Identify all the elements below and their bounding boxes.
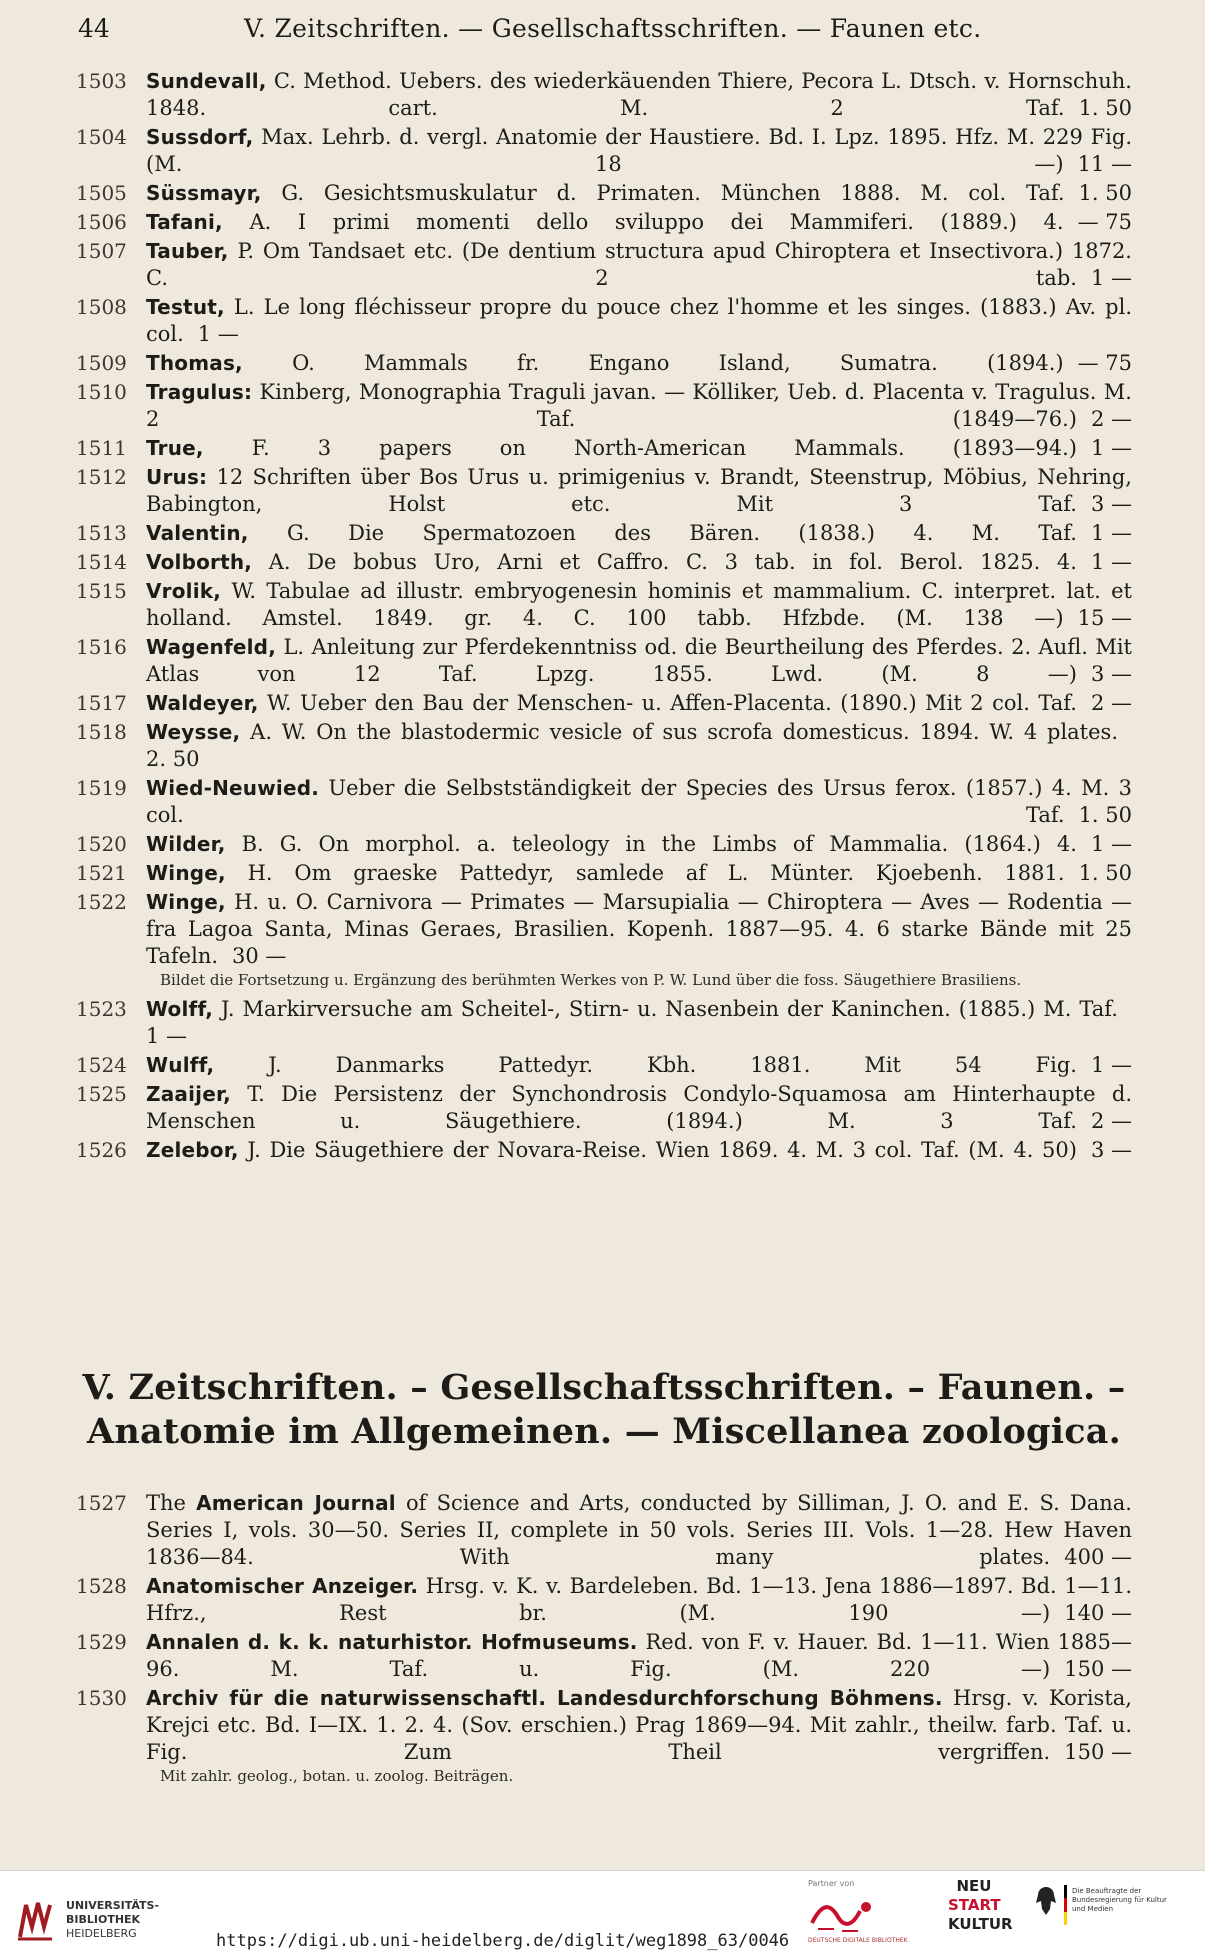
entry-description: W. Tabulae ad illustr. embryogenesin hominis et mammalium. C. interpret. lat. et holland. Amstel. 1849. gr. 4. C. 100 tabb. Hfzbde. (M. 138 —) [146, 579, 1132, 630]
catalogue-entry [76, 889, 1132, 994]
entry-author: Sussdorf, [146, 125, 254, 149]
catalogue-entry [76, 350, 1132, 377]
entry-price: 3 — [1090, 492, 1132, 516]
entry-number: 1508 [76, 295, 127, 319]
entry-note: Mit zahlr. geolog., botan. u. zoolog. Beiträgen. [160, 1767, 514, 1785]
entry-number: 1520 [76, 832, 127, 856]
entry-text [146, 238, 1132, 292]
catalogue-entry [76, 634, 1132, 688]
entry-author: Volborth, [146, 550, 253, 574]
section-heading: V. Zeitschriften. – Gesellschaftsschriften. – Faunen. – Anatomie im Allgemeinen. — Miscellanea zoologica. [82, 1367, 1126, 1452]
digital-library-caption: DEUTSCHE DIGITALE BIBLIOTHEK [808, 1937, 908, 1944]
entry-description: L. Anleitung zur Pferdekenntniss od. die Beurtheilung des Pferdes. 2. Aufl. Mit Atlas von 12 Taf. Lpzg. 1855. Lwd. (M. 8 —) [146, 635, 1133, 686]
library-name-line-2: BIBLIOTHEK [66, 1913, 141, 1926]
entry-author: Wulff, [146, 1053, 215, 1077]
entry-price: 2 — [1090, 1109, 1132, 1133]
bkm-text: Die Beauftragte der Bundesregierung für Kultur und Medien [1072, 1887, 1167, 1913]
entry-price: 1 — [1090, 521, 1132, 545]
entry-number: 1516 [76, 635, 127, 659]
entry-price: 1 — [1090, 436, 1132, 460]
entry-author: Winge, [146, 861, 226, 885]
entry-description: C. Method. Uebers. des wiederkäuenden Thiere, Pecora L. Dtsch. v. Hornschuh. 1848. cart. M. 2 Taf. [146, 69, 1132, 120]
catalogue-entry [76, 238, 1132, 292]
entry-text [146, 1052, 1132, 1079]
entry-price: 1 — [146, 1024, 188, 1048]
entry-description: A. De bobus Uro, Arni et Caffro. C. 3 tab. in fol. Berol. 1825. 4. [268, 550, 1077, 574]
entry-author: Urus: [146, 465, 208, 489]
catalogue-entry [76, 690, 1132, 717]
entry-author: Zaaijer, [146, 1082, 231, 1106]
entry-author: True, [146, 436, 204, 460]
entry-author: Winge, [146, 890, 226, 914]
page-url[interactable]: https://digi.ub.uni-heidelberg.de/diglit/weg1898_63/0046 [216, 1931, 790, 1951]
entry-author: Sundevall, [146, 69, 267, 93]
entry-text [146, 1685, 1132, 1766]
entry-price: 30 — [232, 944, 287, 968]
entry-description: G. Gesichtsmuskulatur d. Primaten. München 1888. M. col. Taf. [281, 181, 1065, 205]
catalogue-entry [76, 180, 1132, 207]
entry-number: 1528 [76, 1574, 127, 1598]
entry-text [146, 889, 1132, 970]
entry-number: 1522 [76, 890, 127, 914]
entry-number: 1507 [76, 239, 127, 263]
entry-description: O. Mammals fr. Engano Island, Sumatra. (1894.) [292, 351, 1064, 375]
entry-price: 1 — [1090, 1053, 1132, 1077]
entry-author: American Journal [196, 1491, 396, 1515]
catalogue-entry [76, 719, 1132, 773]
entry-description: W. Ueber den Bau der Menschen- u. Affen-Placenta. (1890.) Mit 2 col. Taf. [266, 691, 1077, 715]
entry-number: 1511 [76, 436, 127, 460]
partner-label: Partner von [808, 1879, 855, 1888]
entry-price: 2. 50 [146, 747, 200, 771]
entry-text [146, 1629, 1132, 1683]
running-header [78, 10, 1128, 48]
entry-text [146, 379, 1132, 433]
neustart-kultur-logo[interactable] [948, 1877, 1013, 1953]
heidelberg-library-logo[interactable] [12, 1893, 162, 1953]
entry-price: 1 — [1090, 550, 1132, 574]
catalogue-entry [76, 379, 1132, 433]
entry-number: 1514 [76, 550, 127, 574]
entry-text [146, 180, 1132, 207]
entry-description: A. I primi momenti dello sviluppo dei Mammiferi. (1889.) 4. [249, 210, 1064, 234]
entry-author: Wilder, [146, 832, 226, 856]
entry-author: Wagenfeld, [146, 635, 276, 659]
entry-author: Testut, [146, 295, 225, 319]
entry-text [146, 435, 1132, 462]
entry-text [146, 124, 1132, 178]
entry-number: 1527 [76, 1491, 127, 1515]
entry-author: Tragulus: [146, 380, 253, 404]
entry-author: Waldeyer, [146, 691, 259, 715]
entry-text [146, 578, 1132, 632]
entry-text [146, 860, 1132, 887]
catalogue-entry [76, 578, 1132, 632]
entry-price: 1. 50 [1078, 861, 1132, 885]
entry-price: 1 — [1090, 266, 1132, 290]
entry-price: 150 — [1064, 1657, 1132, 1681]
entry-number: 1515 [76, 579, 127, 603]
entry-number: 1525 [76, 1082, 127, 1106]
entry-price: 140 — [1064, 1601, 1132, 1625]
page-number: 44 [78, 14, 110, 43]
catalogue-entry [76, 1685, 1132, 1790]
entry-text [146, 294, 1132, 348]
entry-description: G. Die Spermatozoen des Bären. (1838.) 4. M. Taf. [287, 521, 1077, 545]
federal-eagle-icon [1034, 1885, 1058, 1919]
entry-price: 1. 50 [1078, 96, 1132, 120]
entry-description: F. 3 papers on North-American Mammals. (1893—94.) [251, 436, 1077, 460]
catalogue-entry [76, 124, 1132, 178]
entry-number: 1503 [76, 69, 127, 93]
neustart-line-2: START [948, 1896, 1001, 1914]
entry-number: 1518 [76, 720, 127, 744]
catalogue-entry [76, 294, 1132, 348]
entry-author: Tafani, [146, 210, 223, 234]
entry-author: Annalen d. k. k. naturhistor. Hofmuseums. [146, 1630, 638, 1654]
entry-number: 1513 [76, 521, 127, 545]
entry-text [146, 1573, 1132, 1627]
neustart-line-1: NEU [956, 1877, 992, 1895]
entry-price: 400 — [1064, 1545, 1132, 1569]
entry-number: 1529 [76, 1630, 127, 1654]
entry-price: — 75 [1077, 351, 1132, 375]
entry-description: H. Om graeske Pattedyr, samlede af L. Münter. Kjoebenh. 1881. [247, 861, 1065, 885]
entry-number: 1505 [76, 181, 127, 205]
library-name [66, 1899, 159, 1941]
german-flag-icon [1064, 1885, 1067, 1925]
entry-description: J. Danmarks Pattedyr. Kbh. 1881. Mit 54 Fig. [268, 1053, 1077, 1077]
entry-text [146, 209, 1132, 236]
entry-description: Hrsg. v. Korista, Krejci etc. Bd. I—IX. 1. 2. 4. (Sov. erschien.) Prag 1869—94. Mit zahlr., theilw. farb. Taf. u. Fig. Zum Theil vergriffen. [146, 1686, 1132, 1764]
entry-description: Hrsg. v. K. v. Bardeleben. Bd. 1—13. Jena 1886—1897. Bd. 1—11. Hfrz., Rest br. (M. 190 —) [146, 1574, 1132, 1625]
entry-text [146, 831, 1132, 858]
viewer-footer [0, 1870, 1205, 1959]
entry-price: 15 — [1077, 606, 1132, 630]
entry-description: Ueber die Selbstständigkeit der Species des Ursus ferox. (1857.) 4. M. 3 col. Taf. [146, 776, 1132, 827]
entry-author: Archiv für die naturwissenschaftl. Landesdurchforschung Böhmens. [146, 1686, 943, 1710]
entry-author: Anatomischer Anzeiger. [146, 1574, 419, 1598]
university-seal-icon [12, 1897, 58, 1943]
entry-number: 1504 [76, 125, 127, 149]
entry-text [146, 350, 1132, 377]
entry-text [146, 719, 1132, 773]
entry-lead: The [146, 1491, 186, 1515]
running-title: V. Zeitschriften. — Gesellschaftsschriften. — Faunen etc. [244, 14, 982, 43]
library-name-line-3: HEIDELBERG [66, 1927, 137, 1940]
entry-price: — 75 [1077, 210, 1133, 234]
entry-description: P. Om Tandsaet etc. (De dentium structura apud Chiroptera et Insectivora.) 1872. C. 2 tab. [146, 239, 1132, 290]
entry-author: Thomas, [146, 351, 243, 375]
entry-text [146, 464, 1132, 518]
entry-author: Valentin, [146, 521, 249, 545]
entry-description: Max. Lehrb. d. vergl. Anatomie der Haustiere. Bd. I. Lpz. 1895. Hfz. M. 229 Fig. (M. 18 —) [146, 125, 1132, 176]
entry-text [146, 996, 1132, 1050]
entry-description: Red. von F. v. Hauer. Bd. 1—11. Wien 1885—96. M. Taf. u. Fig. (M. 220 —) [146, 1630, 1132, 1681]
periodicals-list [76, 1490, 1132, 1792]
entry-number: 1512 [76, 465, 127, 489]
entry-author: Vrolik, [146, 579, 222, 603]
catalogue-entry [76, 549, 1132, 576]
catalogue-entry [76, 435, 1132, 462]
catalogue-entry [76, 1052, 1132, 1079]
entry-number: 1530 [76, 1686, 127, 1710]
entry-number: 1519 [76, 776, 127, 800]
entry-price: 2 — [1090, 407, 1132, 431]
entry-price: 1. 50 [1078, 181, 1132, 205]
catalogue-entry [76, 1490, 1132, 1571]
entry-price: 2 — [1090, 691, 1132, 715]
entry-description: of Science and Arts, conducted by Silliman, J. O. and E. S. Dana. Series I, vols. 30—50. Series II, complete in 50 vols. Series III. Vols. 1—28. Hew Haven 1836—84. With many plates. [146, 1491, 1132, 1569]
digital-library-logo[interactable] [808, 1893, 908, 1949]
entry-price: 150 — [1064, 1740, 1132, 1764]
entry-description: Kinberg, Monographia Traguli javan. — Kölliker, Ueb. d. Placenta v. Tragulus. M. 2 Taf. (1849—76.) [146, 380, 1132, 431]
entry-price: 1. 50 [1078, 803, 1132, 827]
entry-price: 3 — [1090, 662, 1132, 686]
catalogue-entry [76, 520, 1132, 547]
entry-author: Süssmayr, [146, 181, 262, 205]
entry-text [146, 634, 1132, 688]
entry-price: 1 — [1090, 832, 1132, 856]
entry-number: 1521 [76, 861, 127, 885]
entry-note: Bildet die Fortsetzung u. Ergänzung des berühmten Werkes von P. W. Lund über die foss. Säugethiere Brasiliens. [160, 971, 1022, 989]
entry-text [146, 1081, 1132, 1135]
entry-number: 1524 [76, 1053, 127, 1077]
catalogue-entry [76, 68, 1132, 122]
entry-number: 1506 [76, 210, 127, 234]
entry-description: 12 Schriften über Bos Urus u. primigenius v. Brandt, Steenstrup, Möbius, Nehring, Babington, Holst etc. Mit 3 Taf. [146, 465, 1132, 516]
catalogue-entry [76, 1573, 1132, 1627]
catalogue-entry [76, 464, 1132, 518]
entry-number: 1510 [76, 380, 127, 404]
entry-description: H. u. O. Carnivora — Primates — Marsupialia — Chiroptera — Aves — Rodentia — fra Lagoa Santa, Minas Geraes, Brasilien. Kopenh. 1887—95. 4. 6 starke Bände mit 25 Tafeln. [146, 890, 1132, 968]
catalogue-entry [76, 775, 1132, 829]
entry-number: 1526 [76, 1138, 127, 1162]
entry-description: L. Le long fléchisseur propre du pouce chez l'homme et les singes. (1883.) Av. pl. col. [146, 295, 1132, 346]
entry-text [146, 68, 1132, 122]
catalogue-entry [76, 831, 1132, 858]
entry-number: 1509 [76, 351, 127, 375]
entry-author: Zelebor, [146, 1138, 239, 1162]
library-name-line-1: UNIVERSITÄTS- [66, 1899, 160, 1912]
catalogue-entry [76, 1081, 1132, 1135]
entry-price: 3 — [1090, 1138, 1132, 1162]
entry-author: Wolff, [146, 997, 214, 1021]
entry-description: J. Markirversuche am Scheitel-, Stirn- u. Nasenbein der Kaninchen. (1885.) M. Taf. [221, 997, 1118, 1021]
entry-description: T. Die Persistenz der Synchondrosis Condylo-Squamosa am Hinterhaupte d. Menschen u. Säugethiere. (1894.) M. 3 Taf. [146, 1082, 1132, 1133]
entry-author: Tauber, [146, 239, 229, 263]
entry-text [146, 775, 1132, 829]
entry-description: B. G. On morphol. a. teleology in the Limbs of Mammalia. (1864.) 4. [241, 832, 1077, 856]
neustart-line-3: KULTUR [948, 1915, 1013, 1933]
entry-text [146, 549, 1132, 576]
catalogue-entry [76, 996, 1132, 1050]
entry-number: 1517 [76, 691, 127, 715]
entry-price: 11 — [1077, 152, 1132, 176]
entry-price: 1 — [197, 322, 239, 346]
catalogue-entry [76, 1137, 1132, 1164]
entry-text [146, 520, 1132, 547]
entry-author: Wied-Neuwied. [146, 776, 320, 800]
entry-description: A. W. On the blastodermic vesicle of sus scrofa domesticus. 1894. W. 4 plates. [250, 720, 1118, 744]
catalogue-entry [76, 860, 1132, 887]
digital-library-icon [808, 1893, 878, 1937]
entry-text [146, 1137, 1132, 1164]
catalogue-list [76, 68, 1132, 1166]
catalogue-entry [76, 209, 1132, 236]
entry-text [146, 1490, 1132, 1571]
entry-text [146, 690, 1132, 717]
bkm-logo[interactable] [1034, 1885, 1184, 1945]
entry-number: 1523 [76, 997, 127, 1021]
catalogue-entry [76, 1629, 1132, 1683]
entry-author: Weysse, [146, 720, 241, 744]
entry-description: J. Die Säugethiere der Novara-Reise. Wien 1869. 4. M. 3 col. Taf. (M. 4. 50) [247, 1138, 1077, 1162]
